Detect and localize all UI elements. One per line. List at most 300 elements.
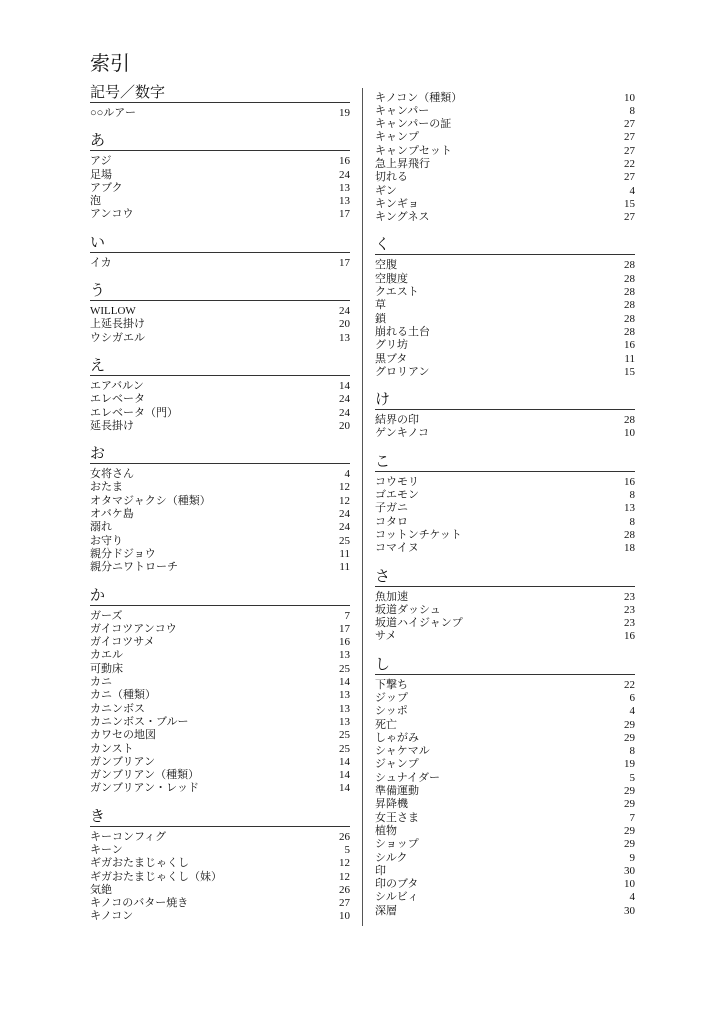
index-entry xyxy=(90,610,350,623)
entry-term: 坂道ダッシュ xyxy=(375,603,441,616)
entry-term: ギン xyxy=(375,184,397,197)
entry-page-number: 16 xyxy=(624,475,635,488)
entry-term: エレベータ（門） xyxy=(90,406,178,419)
index-entry xyxy=(375,131,635,144)
entry-page-number: 29 xyxy=(624,798,635,811)
index-entry xyxy=(375,427,635,440)
entry-term: シャケマル xyxy=(375,745,430,758)
entry-page-number: 29 xyxy=(624,785,635,798)
entry-page-number: 24 xyxy=(339,168,350,181)
entry-page-number: 20 xyxy=(339,318,350,331)
index-entry xyxy=(375,414,635,427)
index-column-right xyxy=(375,92,635,919)
index-entry xyxy=(90,716,350,729)
index-section xyxy=(375,566,635,644)
entry-page-number: 28 xyxy=(624,312,635,325)
entry-term: コマイヌ xyxy=(375,542,419,555)
index-entry xyxy=(375,198,635,211)
entry-page-number: 24 xyxy=(339,393,350,406)
entry-page-number: 14 xyxy=(339,782,350,795)
entry-term: キノコン（種類） xyxy=(375,91,463,104)
index-entry xyxy=(90,636,350,649)
entry-page-number: 28 xyxy=(624,286,635,299)
index-section xyxy=(90,443,350,574)
index-entry xyxy=(375,105,635,118)
entry-page-number: 19 xyxy=(624,758,635,771)
index-entry xyxy=(90,468,350,481)
section-heading: く xyxy=(375,234,635,255)
entry-term: アブク xyxy=(90,181,123,194)
entry-page-number: 8 xyxy=(629,745,635,758)
section-heading: き xyxy=(90,806,350,827)
index-entry xyxy=(375,118,635,131)
index-section xyxy=(90,280,350,345)
entry-term: ジップ xyxy=(375,692,408,704)
entry-page-number: 24 xyxy=(339,305,350,318)
entry-page-number: 11 xyxy=(339,547,350,560)
index-entry xyxy=(90,508,350,521)
index-entry xyxy=(90,481,350,494)
index-entry xyxy=(90,649,350,662)
index-column-left xyxy=(90,82,350,924)
entry-page-number: 13 xyxy=(339,649,350,662)
entry-term: カニンボス xyxy=(90,702,145,715)
index-entry xyxy=(90,208,350,221)
entry-term: 印 xyxy=(375,864,386,877)
index-entry xyxy=(375,502,635,515)
entry-page-number: 10 xyxy=(624,91,635,104)
index-section xyxy=(375,654,635,918)
entry-list xyxy=(375,472,635,556)
index-entry xyxy=(375,785,635,798)
entry-term: 黒ブタ xyxy=(375,352,408,365)
entry-page-number: 7 xyxy=(629,811,635,824)
entry-page-number: 4 xyxy=(629,891,635,904)
entry-page-number: 6 xyxy=(629,692,635,704)
index-entry xyxy=(375,591,635,604)
entry-list xyxy=(90,606,350,796)
index-entry xyxy=(90,548,350,561)
entry-term: ガイコツサメ xyxy=(90,636,155,649)
section-heading: う xyxy=(90,280,350,301)
entry-term: お守り xyxy=(90,534,123,547)
index-entry xyxy=(90,676,350,689)
entry-term: 準備運動 xyxy=(375,785,419,798)
entry-term: 気絶 xyxy=(90,883,112,896)
index-entry xyxy=(90,318,350,331)
entry-term: アジ xyxy=(90,155,112,168)
index-entry xyxy=(375,865,635,878)
entry-page-number: 24 xyxy=(339,508,350,521)
index-section xyxy=(90,355,350,433)
entry-term: 足場 xyxy=(90,168,112,181)
entry-term: 魚加速 xyxy=(375,590,408,603)
index-section xyxy=(375,234,635,379)
entry-term: 女王さま xyxy=(375,811,419,824)
entry-page-number: 29 xyxy=(624,718,635,731)
entry-page-number: 27 xyxy=(624,131,635,144)
entry-term: 鎖 xyxy=(375,312,386,325)
entry-term: クエスト xyxy=(375,286,419,299)
index-entry xyxy=(375,158,635,171)
entry-term: カニ xyxy=(90,676,112,689)
entry-page-number: 17 xyxy=(339,256,350,269)
entry-term: 結界の印 xyxy=(375,414,419,427)
index-entry xyxy=(375,185,635,198)
entry-term: カニンボス・ブルー xyxy=(90,715,189,728)
section-heading: あ xyxy=(90,130,350,151)
entry-term: アンコウ xyxy=(90,208,134,221)
index-entry xyxy=(375,92,635,105)
entry-page-number: 27 xyxy=(339,897,350,910)
entry-page-number: 4 xyxy=(629,705,635,718)
entry-page-number: 28 xyxy=(624,528,635,541)
entry-term: 空腹度 xyxy=(375,272,408,285)
index-entry xyxy=(90,857,350,870)
entry-page-number: 24 xyxy=(339,406,350,419)
entry-page-number: 16 xyxy=(624,630,635,643)
index-entry xyxy=(90,169,350,182)
index-entry xyxy=(375,489,635,502)
entry-term: ガンブリアン xyxy=(90,755,156,768)
section-heading: 記号／数字 xyxy=(90,82,350,103)
section-heading: し xyxy=(375,654,635,675)
index-entry xyxy=(90,897,350,910)
index-entry xyxy=(375,286,635,299)
entry-term: コットンチケット xyxy=(375,528,462,541)
index-entry xyxy=(375,705,635,718)
index-entry xyxy=(375,313,635,326)
entry-term: キングネス xyxy=(375,211,430,224)
entry-term: キャンパーの証 xyxy=(375,118,452,131)
entry-page-number: 23 xyxy=(624,590,635,603)
entry-term: ウシガエル xyxy=(90,331,145,344)
entry-term: サメ xyxy=(375,630,397,643)
index-entry xyxy=(375,798,635,811)
index-entry xyxy=(375,732,635,745)
entry-term: 延長掛け xyxy=(90,419,134,432)
entry-list xyxy=(90,301,350,345)
index-entry xyxy=(90,689,350,702)
entry-page-number: 25 xyxy=(339,729,350,742)
entry-term: キノコン xyxy=(90,910,134,923)
entry-term: ガーズ xyxy=(90,609,123,622)
entry-term: 女将さん xyxy=(90,468,134,481)
index-entry xyxy=(90,155,350,168)
entry-page-number: 30 xyxy=(624,864,635,877)
entry-term: コタロ xyxy=(375,515,408,528)
section-heading: か xyxy=(90,585,350,606)
index-entry xyxy=(90,703,350,716)
entry-term: 子ガニ xyxy=(375,502,408,515)
index-entry xyxy=(375,366,635,379)
entry-page-number: 28 xyxy=(624,414,635,427)
index-entry xyxy=(90,623,350,636)
entry-term: コウモリ xyxy=(375,475,419,488)
entry-list xyxy=(90,103,350,120)
index-entry xyxy=(375,516,635,529)
entry-term: 空腹 xyxy=(375,259,397,272)
index-entry xyxy=(375,772,635,785)
index-entry xyxy=(375,339,635,352)
index-entry xyxy=(90,305,350,318)
entry-page-number: 28 xyxy=(624,259,635,272)
index-entry xyxy=(90,393,350,406)
entry-page-number: 4 xyxy=(629,184,635,197)
index-entry xyxy=(375,476,635,489)
index-entry xyxy=(375,825,635,838)
entry-page-number: 11 xyxy=(624,352,635,365)
entry-list xyxy=(90,376,350,433)
entry-page-number: 13 xyxy=(339,181,350,194)
entry-page-number: 14 xyxy=(339,379,350,392)
entry-term: 昇降機 xyxy=(375,798,408,811)
entry-term: シルク xyxy=(375,851,408,864)
entry-term: キノコのバター焼き xyxy=(90,897,189,910)
index-entry xyxy=(375,145,635,158)
entry-term: キーコンフィグ xyxy=(90,830,167,843)
entry-page-number: 14 xyxy=(339,769,350,782)
entry-page-number: 12 xyxy=(339,857,350,870)
entry-term: ガイコツアンコウ xyxy=(90,622,177,635)
index-entry xyxy=(375,758,635,771)
index-entry xyxy=(375,679,635,692)
index-section xyxy=(90,232,350,270)
entry-term: オバケ島 xyxy=(90,508,134,521)
index-entry xyxy=(375,353,635,366)
entry-page-number: 5 xyxy=(629,771,635,784)
index-entry xyxy=(375,273,635,286)
entry-term: カニ（種類） xyxy=(90,689,156,702)
entry-term: シルビィ xyxy=(375,891,419,904)
index-entry xyxy=(90,561,350,574)
column-divider xyxy=(362,88,363,926)
index-entry xyxy=(90,420,350,433)
index-entry xyxy=(90,769,350,782)
index-entry xyxy=(375,891,635,904)
entry-page-number: 25 xyxy=(339,742,350,755)
entry-term: 草 xyxy=(375,299,386,312)
entry-term: ○○ルアー xyxy=(90,107,136,119)
entry-term: キンギョ xyxy=(375,197,419,210)
entry-page-number: 5 xyxy=(344,843,350,856)
entry-page-number: 12 xyxy=(339,494,350,507)
index-entry xyxy=(90,910,350,923)
entry-page-number: 10 xyxy=(339,910,350,923)
entry-page-number: 8 xyxy=(629,489,635,502)
entry-term: 印のブタ xyxy=(375,878,419,891)
entry-term: 泡 xyxy=(90,195,101,208)
entry-term: イカ xyxy=(90,256,112,269)
entry-page-number: 27 xyxy=(624,118,635,131)
entry-term: グロリアン xyxy=(375,365,430,378)
entry-page-number: 25 xyxy=(339,662,350,675)
entry-page-number: 19 xyxy=(339,107,350,119)
entry-list xyxy=(90,827,350,924)
index-section xyxy=(375,389,635,441)
entry-page-number: 11 xyxy=(339,561,350,574)
entry-term: 坂道ハイジャンプ xyxy=(375,617,463,630)
entry-page-number: 16 xyxy=(339,636,350,649)
entry-page-number: 26 xyxy=(339,830,350,843)
entry-page-number: 8 xyxy=(629,515,635,528)
entry-page-number: 28 xyxy=(624,299,635,312)
index-entry xyxy=(90,884,350,897)
entry-list xyxy=(375,675,635,918)
entry-page-number: 15 xyxy=(624,197,635,210)
entry-term: キャンプセット xyxy=(375,144,452,157)
entry-term: ギガおたまじゃくし（妹） xyxy=(90,870,222,883)
entry-term: キャンプ xyxy=(375,131,419,144)
entry-page-number: 28 xyxy=(624,325,635,338)
section-heading: い xyxy=(90,232,350,253)
index-entry xyxy=(90,831,350,844)
entry-term: 可動床 xyxy=(90,662,123,675)
entry-list xyxy=(375,255,635,379)
index-entry xyxy=(90,535,350,548)
entry-term: カワセの地図 xyxy=(90,729,156,742)
entry-list xyxy=(375,410,635,441)
entry-page-number: 12 xyxy=(339,481,350,494)
entry-page-number: 26 xyxy=(339,883,350,896)
entry-term: 植物 xyxy=(375,824,397,837)
entry-term: おたま xyxy=(90,481,123,494)
index-entry xyxy=(90,495,350,508)
section-heading: お xyxy=(90,443,350,464)
section-heading: こ xyxy=(375,451,635,472)
entry-page-number: 29 xyxy=(624,838,635,851)
index-entry xyxy=(90,182,350,195)
index-entry xyxy=(90,782,350,795)
index-entry xyxy=(375,692,635,705)
entry-term: 下撃ち xyxy=(375,678,408,691)
index-entry xyxy=(375,812,635,825)
index-entry xyxy=(375,878,635,891)
entry-page-number: 23 xyxy=(624,617,635,630)
entry-page-number: 16 xyxy=(339,155,350,168)
entry-term: ジャンプ xyxy=(375,758,419,771)
continued-entry-list xyxy=(375,92,635,225)
entry-page-number: 27 xyxy=(624,211,635,224)
index-entry xyxy=(90,407,350,420)
entry-term: 親分ドジョウ xyxy=(90,547,156,560)
entry-page-number: 13 xyxy=(339,702,350,715)
entry-page-number: 13 xyxy=(339,331,350,344)
index-entry xyxy=(90,257,350,270)
index-entry xyxy=(375,852,635,865)
index-section xyxy=(90,82,350,120)
entry-page-number: 30 xyxy=(624,904,635,917)
entry-term: 親分ニワトローチ xyxy=(90,561,178,574)
entry-list xyxy=(90,253,350,270)
index-section xyxy=(90,585,350,796)
entry-term: しゃがみ xyxy=(375,731,419,744)
entry-page-number: 17 xyxy=(339,622,350,635)
entry-page-number: 13 xyxy=(624,502,635,515)
entry-term: エレベータ xyxy=(90,393,145,406)
index-entry xyxy=(375,299,635,312)
entry-page-number: 8 xyxy=(629,104,635,117)
entry-page-number: 29 xyxy=(624,731,635,744)
entry-term: 溺れ xyxy=(90,521,112,534)
index-entry xyxy=(90,521,350,534)
entry-term: 切れる xyxy=(375,171,408,184)
index-entry xyxy=(90,107,350,120)
index-entry xyxy=(375,630,635,643)
entry-page-number: 10 xyxy=(624,427,635,440)
index-section xyxy=(90,806,350,924)
index-entry xyxy=(375,905,635,918)
index-entry xyxy=(90,195,350,208)
entry-term: カンスト xyxy=(90,742,134,755)
index-section xyxy=(375,451,635,556)
entry-term: ゴエモン xyxy=(375,489,419,502)
entry-page-number: 14 xyxy=(339,676,350,689)
section-heading: け xyxy=(375,389,635,410)
entry-list xyxy=(90,151,350,221)
entry-page-number: 20 xyxy=(339,419,350,432)
index-entry xyxy=(375,838,635,851)
entry-page-number: 13 xyxy=(339,689,350,702)
section-heading: え xyxy=(90,355,350,376)
entry-page-number: 24 xyxy=(339,521,350,534)
index-entry xyxy=(90,844,350,857)
entry-page-number: 17 xyxy=(339,208,350,221)
entry-term: 深層 xyxy=(375,904,397,917)
page-title: 索引 xyxy=(90,51,130,75)
entry-term: ショップ xyxy=(375,838,419,851)
index-entry xyxy=(90,871,350,884)
entry-term: 崩れる土台 xyxy=(375,325,430,338)
index-entry xyxy=(375,604,635,617)
entry-term: シュナイダー xyxy=(375,771,441,784)
entry-page-number: 14 xyxy=(339,755,350,768)
entry-term: キャンパー xyxy=(375,104,430,117)
entry-page-number: 9 xyxy=(629,851,635,864)
index-section xyxy=(90,130,350,221)
entry-page-number: 16 xyxy=(624,339,635,352)
entry-page-number: 15 xyxy=(624,365,635,378)
entry-page-number: 27 xyxy=(624,144,635,157)
entry-page-number: 22 xyxy=(624,678,635,691)
entry-page-number: 29 xyxy=(624,824,635,837)
entry-term: オタマジャクシ（種類） xyxy=(90,494,211,507)
index-entry xyxy=(90,332,350,345)
index-entry xyxy=(375,745,635,758)
entry-page-number: 4 xyxy=(344,468,350,481)
entry-page-number: 22 xyxy=(624,157,635,170)
entry-term: 死亡 xyxy=(375,718,397,731)
entry-page-number: 7 xyxy=(344,609,350,622)
index-entry xyxy=(375,529,635,542)
entry-term: WILLOW xyxy=(90,305,136,318)
entry-term: エアバルン xyxy=(90,379,144,392)
entry-page-number: 18 xyxy=(624,542,635,555)
index-entry xyxy=(90,743,350,756)
entry-page-number: 10 xyxy=(624,878,635,891)
index-entry xyxy=(90,380,350,393)
entry-list xyxy=(375,587,635,644)
entry-term: シッポ xyxy=(375,705,408,718)
entry-term: ゲンキノコ xyxy=(375,427,430,440)
index-entry xyxy=(375,617,635,630)
index-entry xyxy=(375,542,635,555)
entry-page-number: 25 xyxy=(339,534,350,547)
index-entry xyxy=(90,729,350,742)
entry-term: ギガおたまじゃくし xyxy=(90,857,189,870)
index-entry xyxy=(90,756,350,769)
index-entry xyxy=(375,719,635,732)
